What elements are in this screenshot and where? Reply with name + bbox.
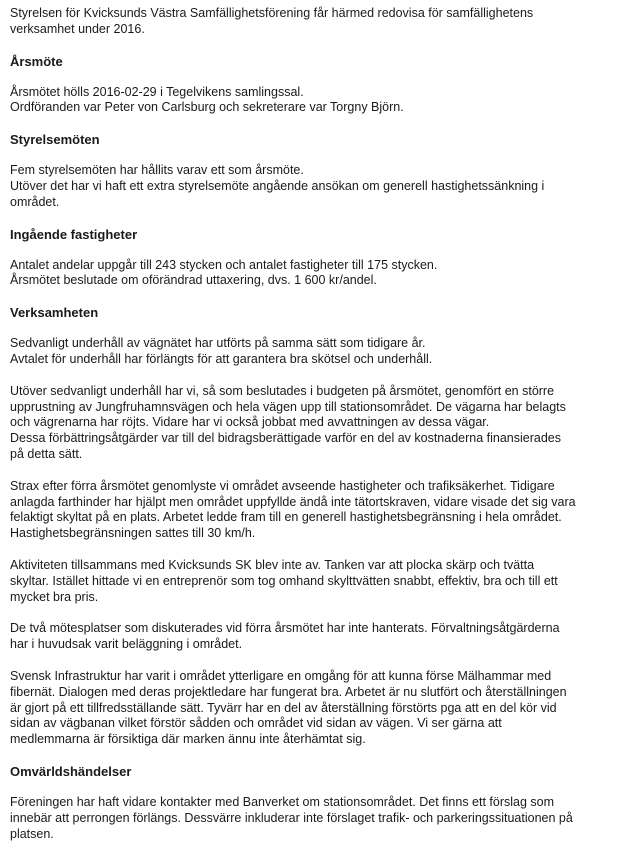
text-line: området. [10, 194, 60, 209]
text-line: har i huvudsak varit beläggning i området. [10, 637, 243, 652]
text-line: skyltar. Istället hittade vi en entreprenör som tog omhand skylttvätten snabbt, effektiv, bra och till ett [10, 573, 558, 588]
paragraph [10, 336, 616, 368]
text-line: Antalet andelar uppgår till 243 stycken och antalet fastigheter till 175 stycken. [10, 257, 438, 272]
paragraph [10, 163, 616, 210]
paragraph [10, 621, 616, 653]
sections [10, 54, 616, 843]
intro-paragraph [10, 6, 616, 38]
text-line: Aktiviteten tillsammans med Kvicksunds SK blev inte av. Tanken var att plocka skärp och tvätta [10, 557, 535, 572]
text-line: på detta sätt. [10, 446, 83, 461]
text-line: De två mötesplatser som diskuterades vid förra årsmötet har inte hanterats. Förvaltningsåtgärderna [10, 621, 560, 636]
text-line: Utöver sedvanligt underhåll har vi, så som beslutades i budgeten på årsmötet, genomfört en större [10, 383, 555, 398]
text-line: Fem styrelsemöten har hållits varav ett som årsmöte. [10, 163, 304, 178]
text-line: Avtalet för underhåll har förlängts för att garantera bra skötsel och underhåll. [10, 351, 433, 366]
text-line: innebär att perrongen förlängs. Dessvärre inkluderar inte förslaget trafik- och parkeringssituationen på [10, 810, 573, 825]
paragraph [10, 384, 616, 463]
paragraph [10, 258, 616, 290]
text-line: fibernät. Dialogen med deras projektledare har fungerat bra. Arbetet är nu slutfört och återställningen [10, 684, 567, 699]
document [10, 6, 616, 858]
text-line: anlagda farthinder har hjälpt men området uppfyllde ändå inte tätortskraven, vidare visade det sig vara [10, 494, 576, 509]
section-heading-styrelsemoten: Styrelsemöten [10, 132, 100, 148]
text-line: Föreningen har haft vidare kontakter med Banverket om stationsområdet. Det finns ett förslag som [10, 794, 555, 809]
paragraph [10, 558, 616, 605]
text-line: Sedvanligt underhåll av vägnätet har utförts på samma sätt som tidigare år. [10, 336, 426, 351]
text-line: och vägrenarna har röjts. Vidare har vi också jobbat med avvattningen av dessa vägar. [10, 415, 490, 430]
section-heading-verksamheten: Verksamheten [10, 305, 99, 321]
text-line: upprustning av Jungfruhamnsvägen och hela vägen upp till stationsområdet. De vägarna har belagts [10, 399, 566, 414]
section-heading-ingaende-fastigheter: Ingående fastigheter [10, 226, 138, 242]
text-line: Styrelsen för Kvicksunds Västra Samfällighetsförening får härmed redovisa för samfällighetens [10, 6, 534, 20]
paragraph [10, 479, 616, 542]
text-line: verksamhet under 2016. [10, 21, 145, 36]
text-line: Hastighetsbegränsningen sattes till 30 km/h. [10, 526, 256, 541]
text-line: felaktigt skyltat på en plats. Arbetet ledde fram till en generell hastighetsbegränsning i hela området. [10, 510, 562, 525]
paragraph [10, 669, 616, 748]
text-line: Svensk Infrastruktur har varit i området ytterligare en omgång för att kunna förse Mälhammar med [10, 668, 552, 683]
text-line: Ordföranden var Peter von Carlsburg och sekreterare var Torgny Björn. [10, 100, 404, 115]
text-line: är gjort på ett tillfredsställande sätt. Tyvärr har en del av återställning förstörts pga att en del kör vid [10, 700, 557, 715]
text-line: mycket bra pris. [10, 589, 99, 604]
text-line: Årsmötet beslutade om oförändrad uttaxering, dvs. 1 600 kr/andel. [10, 273, 377, 288]
paragraph [10, 85, 616, 117]
text-line: Dessa förbättringsåtgärder var till del bidragsberättigade varför en del av kostnaderna finansierades [10, 431, 562, 446]
text-line: medlemmarna är försiktiga där marken ännu inte återhämtat sig. [10, 732, 366, 747]
text-line: Utöver det har vi haft ett extra styrelsemöte angående ansökan om generell hastighetssänkning i [10, 178, 545, 193]
paragraph [10, 795, 616, 842]
section-heading-arsmote: Årsmöte [10, 53, 63, 69]
section-heading-omvarldshandelser: Omvärldshändelser [10, 763, 132, 779]
text-line: sidan av vägbanan vilket förstör sådden och området vid sidan av vägen. Vi ser gärna att [10, 716, 502, 731]
text-line: Strax efter förra årsmötet genomlyste vi området avseende hastigheter och trafiksäkerhet. Tidigare [10, 478, 555, 493]
text-line: platsen. [10, 826, 54, 841]
text-line: Årsmötet hölls 2016-02-29 i Tegelvikens samlingssal. [10, 84, 304, 99]
